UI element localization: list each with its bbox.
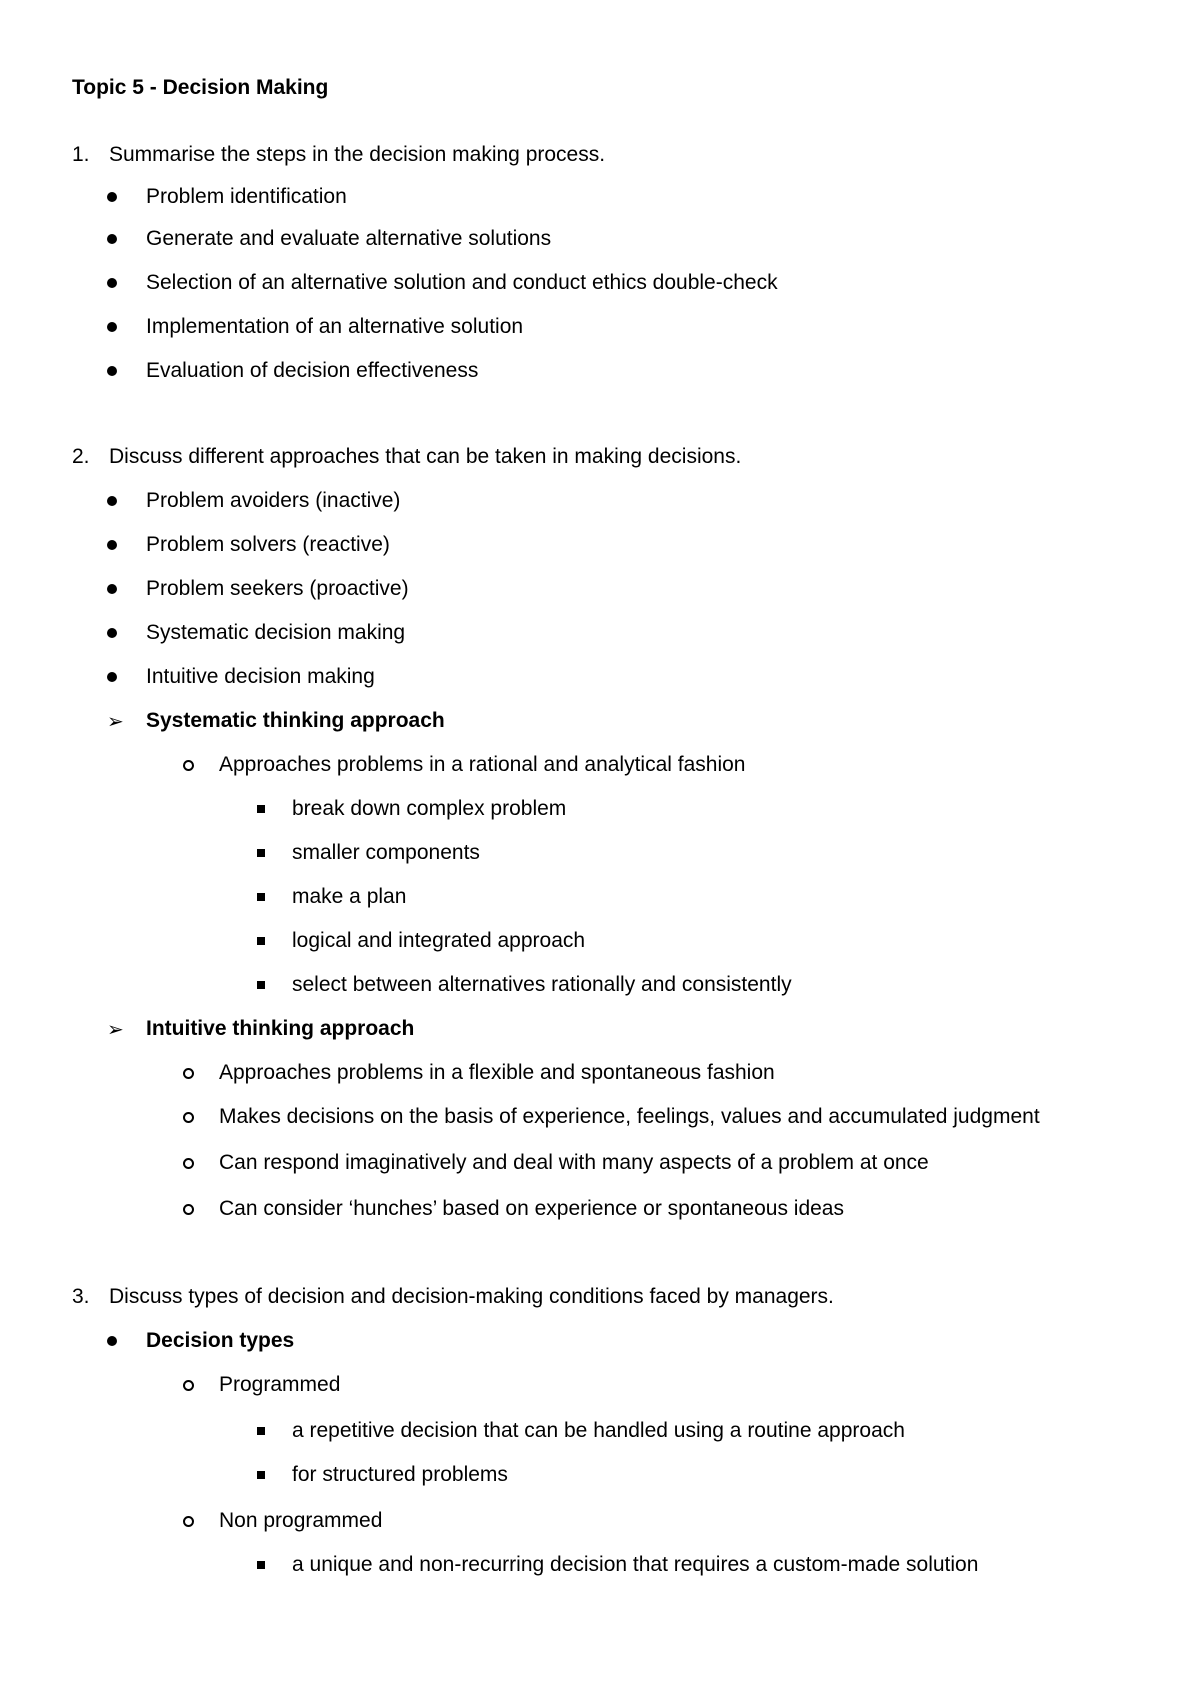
sub-sub-item-text: a repetitive decision that can be handled using a routine approach	[292, 1419, 905, 1442]
sub-sub-item-text: a unique and non-recurring decision that requires a custom-made solution	[292, 1553, 979, 1576]
circle-bullet-icon	[183, 1516, 194, 1527]
list-item-text: Intuitive decision making	[146, 665, 375, 688]
circle-bullet-icon	[183, 1068, 194, 1079]
question-text: Discuss different approaches that can be taken in making decisions.	[109, 445, 742, 468]
circle-bullet-icon	[183, 1380, 194, 1391]
bullet-icon	[107, 628, 117, 638]
sub-sub-item-text: break down complex problem	[292, 797, 567, 820]
circle-bullet-icon	[183, 1204, 194, 1215]
list-item-text: Implementation of an alternative solution	[146, 315, 524, 338]
square-bullet-icon	[257, 1561, 265, 1569]
question-number: 1.	[72, 143, 90, 166]
bullet-icon	[107, 1336, 117, 1346]
square-bullet-icon	[257, 937, 265, 945]
bullet-icon	[107, 192, 117, 202]
bullet-icon	[107, 672, 117, 682]
list-item-text: Evaluation of decision effectiveness	[146, 359, 479, 382]
section-heading: Systematic thinking approach	[146, 709, 445, 732]
sub-item-text: Can respond imaginatively and deal with many aspects of a problem at once	[219, 1151, 929, 1174]
list-item-text: Problem identification	[146, 185, 347, 208]
sub-item-text: Programmed	[219, 1373, 341, 1396]
circle-bullet-icon	[183, 1158, 194, 1169]
sub-sub-item-text: select between alternatives rationally and consistently	[292, 973, 792, 996]
sub-item-text: Approaches problems in a flexible and spontaneous fashion	[219, 1061, 775, 1084]
list-item-text: Systematic decision making	[146, 621, 406, 644]
square-bullet-icon	[257, 1471, 265, 1479]
sub-sub-item-text: logical and integrated approach	[292, 929, 586, 952]
bullet-icon	[107, 322, 117, 332]
arrow-bullet-icon: ➢	[107, 1017, 124, 1041]
square-bullet-icon	[257, 981, 265, 989]
sub-item-text: Non programmed	[219, 1509, 383, 1532]
bullet-icon	[107, 540, 117, 550]
bullet-icon	[107, 234, 117, 244]
square-bullet-icon	[257, 1427, 265, 1435]
sub-sub-item-text: make a plan	[292, 885, 407, 908]
bullet-icon	[107, 366, 117, 376]
circle-bullet-icon	[183, 1112, 194, 1123]
sub-sub-item-text: for structured problems	[292, 1463, 508, 1486]
question-number: 2.	[72, 445, 90, 468]
list-item-text: Problem avoiders (inactive)	[146, 489, 401, 512]
sub-item-text: Approaches problems in a rational and analytical fashion	[219, 753, 746, 776]
list-item-text: Selection of an alternative solution and conduct ethics double-check	[146, 271, 778, 294]
bullet-icon	[107, 496, 117, 506]
circle-bullet-icon	[183, 760, 194, 771]
arrow-bullet-icon: ➢	[107, 709, 124, 733]
square-bullet-icon	[257, 893, 265, 901]
list-item-text: Decision types	[146, 1329, 295, 1352]
sub-sub-item-text: smaller components	[292, 841, 480, 864]
question-text: Discuss types of decision and decision-making conditions faced by managers.	[109, 1285, 834, 1308]
square-bullet-icon	[257, 849, 265, 857]
document-title: Topic 5 - Decision Making	[72, 76, 329, 99]
list-item-text: Problem seekers (proactive)	[146, 577, 409, 600]
question-number: 3.	[72, 1285, 90, 1308]
list-item-text: Generate and evaluate alternative solutions	[146, 227, 552, 250]
sub-item-text: Can consider ‘hunches’ based on experience or spontaneous ideas	[219, 1197, 844, 1220]
sub-item-text: Makes decisions on the basis of experience, feelings, values and accumulated judgment	[219, 1105, 1040, 1128]
square-bullet-icon	[257, 805, 265, 813]
list-item-text: Problem solvers (reactive)	[146, 533, 390, 556]
section-heading: Intuitive thinking approach	[146, 1017, 415, 1040]
bullet-icon	[107, 584, 117, 594]
question-text: Summarise the steps in the decision making process.	[109, 143, 606, 166]
bullet-icon	[107, 278, 117, 288]
